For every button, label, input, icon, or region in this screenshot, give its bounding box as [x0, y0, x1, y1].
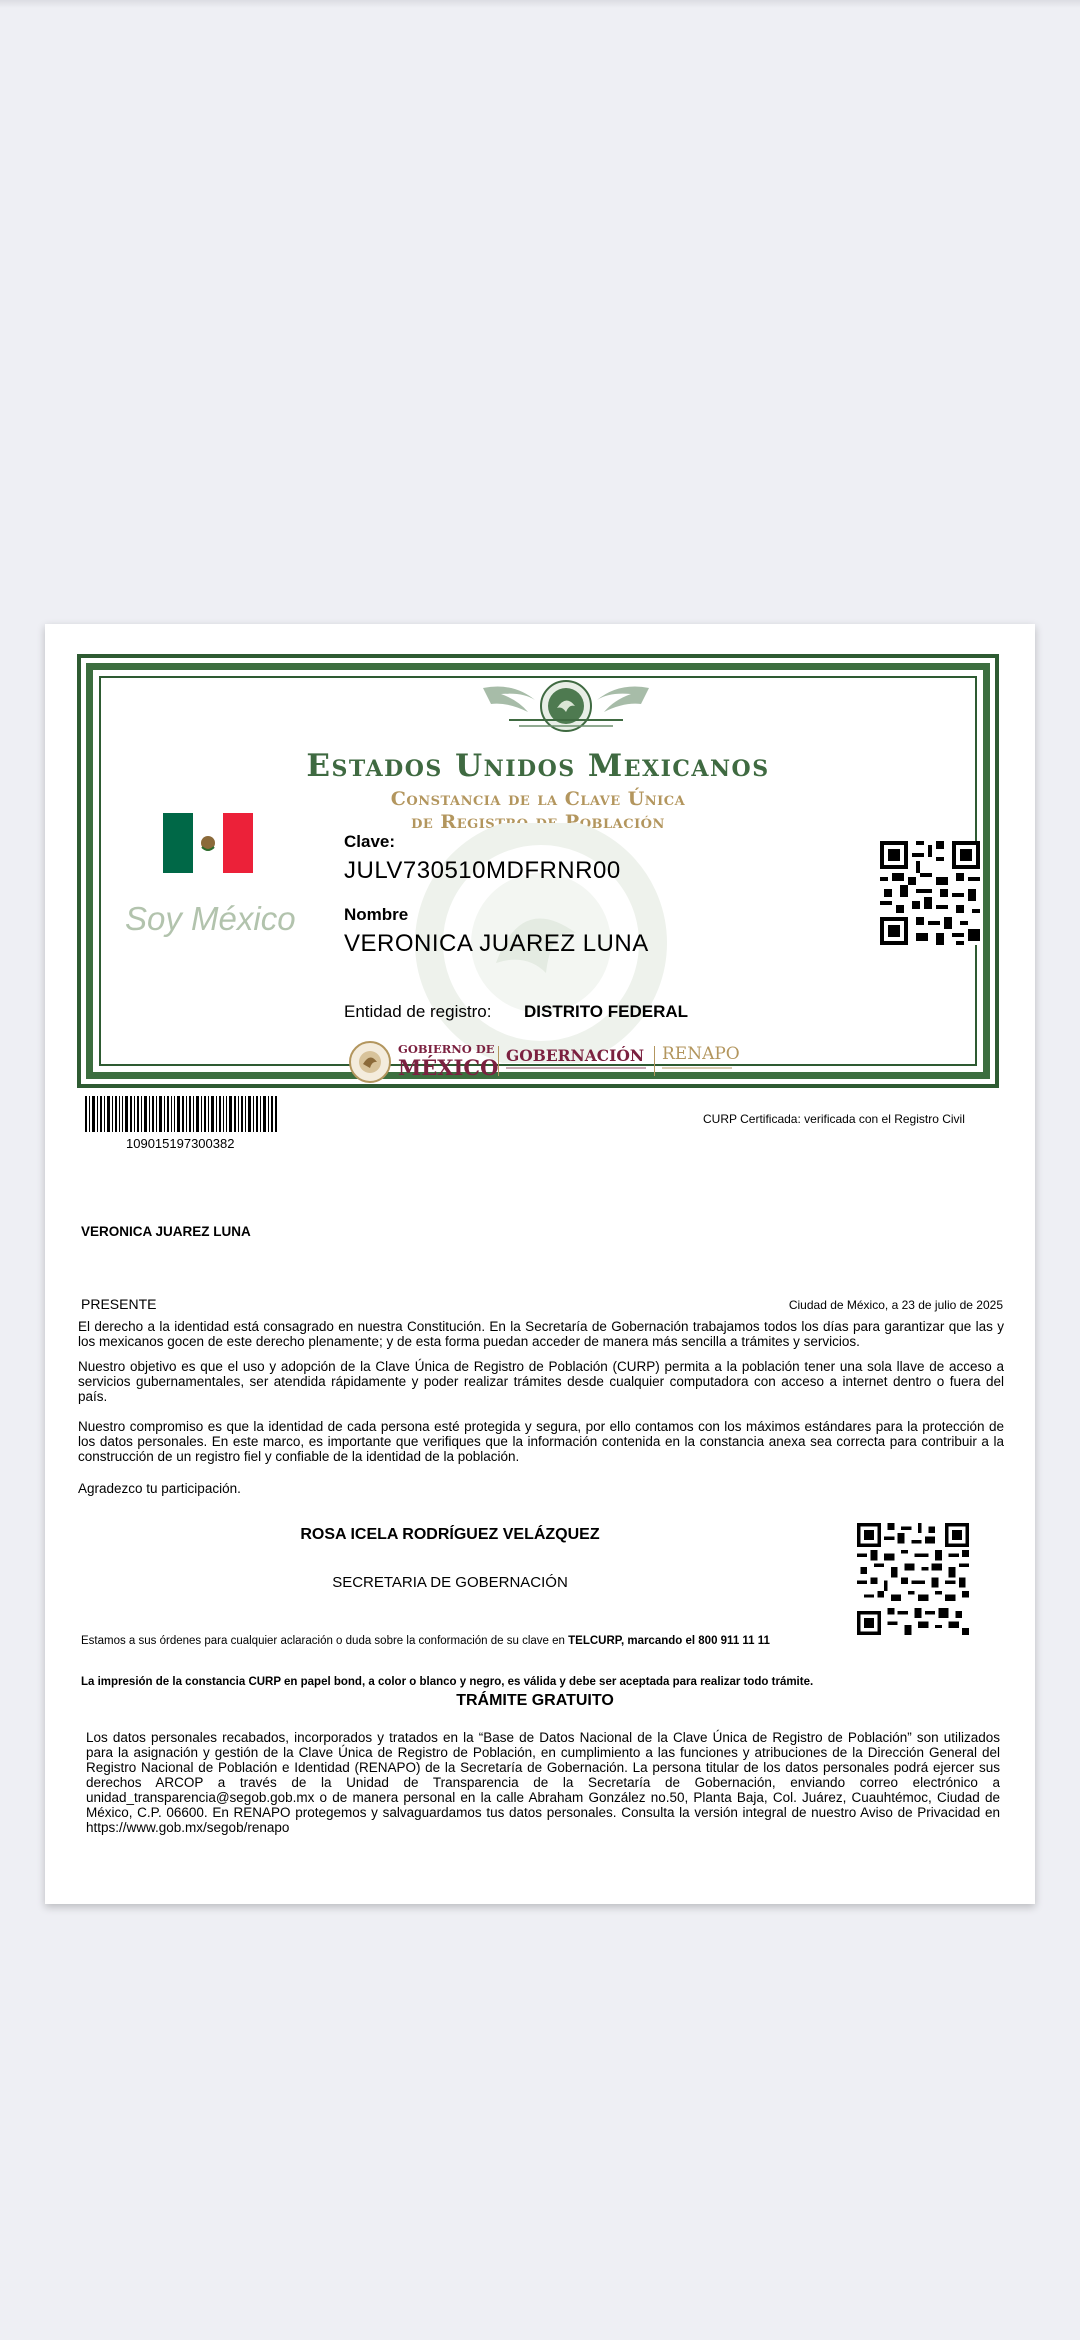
letter-place-date: Ciudad de México, a 23 de julio de 2025 [788, 1298, 1003, 1312]
gobernacion-underline [506, 1067, 646, 1069]
national-crest-icon [473, 680, 659, 736]
validity-note: La impresión de la constancia CURP en papel bond, a color o blanco y negro, es válida y debe ser aceptada para realizar todo trámite. [81, 1676, 814, 1688]
document-page [45, 624, 1035, 1904]
top-shadow [0, 0, 1080, 8]
letter-thanks: Agradezco tu participación. [78, 1481, 241, 1496]
letter-recipient: VERONICA JUAREZ LUNA [81, 1224, 251, 1239]
certificate-border [86, 663, 990, 1079]
gobierno-de-text: GOBIERNO DE [398, 1042, 495, 1056]
renapo-text: RENAPO [662, 1044, 740, 1064]
contact-line [81, 1635, 770, 1647]
certificate-qr-code [880, 841, 980, 945]
signer-name: ROSA ICELA RODRÍGUEZ VELÁZQUEZ [300, 1526, 600, 1543]
barcode-number: 109015197300382 [126, 1136, 235, 1151]
entidad-value: DISTRITO FEDERAL [524, 1002, 689, 1021]
letter-paragraph-1: El derecho a la identidad está consagrado en nuestra Constitución. En la Secretaría de Gobernación trabajamos todos los días para garantizar que las y los mexicanos gocen de este derecho plenamente; y de esta forma puedan acceder de manera más sencilla a trámites y servicios. [78, 1319, 1004, 1349]
tramite-gratuito: TRÁMITE GRATUITO [456, 1692, 614, 1709]
nombre-value: VERONICA JUAREZ LUNA [344, 930, 649, 957]
letter-paragraph-2: Nuestro objetivo es que el uso y adopción de la Clave Única de Registro de Población (CURP) permita a la población tener una sola llave de acceso a servicios gubernamentales, ser atendida rápidamente y poder realizar trámites desde cualquier computadora con acceso a internet dentro o fuera del país. [78, 1359, 1004, 1404]
certificate-body [99, 676, 977, 1080]
soy-mexico-logo: Soy México [125, 900, 296, 937]
barcode-icon [85, 1096, 277, 1132]
clave-label: Clave: [344, 832, 396, 851]
privacy-notice: Los datos personales recabados, incorporados y tratados en la “Base de Datos Nacional de la Clave Única de Registro de Población” son utilizados para la asignación y gestión de la Clave Única de Registro de Población, en cumplimiento a las funciones y atribuciones de la Dirección General del Registro Nacional de Población e Identidad (RENAPO) de la Secretaría de Gobernación. La persona titular de los datos personales podrá ejercer sus derechos ARCOP a través de la Unidad de Transparencia de la Secretaría de Gobernación, enviando correo electrónico a unidad_transparencia@segob.gob.mx o de manera personal en la calle Abraham González no.50, Planta Baja, Col. Juárez, Cuauhtémoc, Ciudad de México, C.P. 06600. En RENAPO protegemos y salvaguardamos tus datos personales. Consulta la versión integral de nuestro Aviso de Privacidad en https://www.gob.mx/segob/renapo [86, 1730, 1000, 1835]
signature-qr-code [857, 1522, 969, 1636]
mexico-flag-icon [163, 813, 253, 873]
clave-value: JULV730510MDFRNR00 [344, 857, 621, 884]
logo-divider-2 [654, 1046, 655, 1076]
certificate-subtitle-2: de Registro de Población [411, 811, 665, 833]
mexico-text: MÉXICO [398, 1055, 499, 1080]
signer-title: SECRETARIA DE GOBERNACIÓN [332, 1574, 568, 1591]
renapo-underline [662, 1067, 732, 1069]
entidad-label: Entidad de registro: [344, 1002, 492, 1021]
letter-presente: PRESENTE [81, 1296, 157, 1312]
nombre-label: Nombre [344, 905, 409, 924]
gobernacion-text: GOBERNACIÓN [506, 1046, 644, 1065]
certificate-title: Estados Unidos Mexicanos [306, 748, 770, 784]
letter-paragraph-3: Nuestro compromiso es que la identidad de cada persona esté protegida y segura, por ello contamos con los máximos estándares para la protección de los datos personales. En este marco, es importante que verifiques que la información contenida en la constancia anexa sea correcta para contribuir a la construcción de un registro fiel y confiable de la identidad de la población. [78, 1419, 1004, 1464]
contact-text: Estamos a sus órdenes para cualquier aclaración o duda sobre la conformación de su clave en [81, 1635, 569, 1647]
government-logos [348, 1040, 768, 1084]
certificate-subtitle-1: Constancia de la Clave Única [390, 788, 686, 810]
contact-phone: TELCURP, marcando el 800 911 11 11 [568, 1635, 770, 1647]
government-seal-icon [348, 1040, 392, 1084]
logo-divider [498, 1046, 499, 1076]
certified-note: CURP Certificada: verificada con el Registro Civil [703, 1112, 965, 1126]
curp-certificate [77, 654, 999, 1088]
